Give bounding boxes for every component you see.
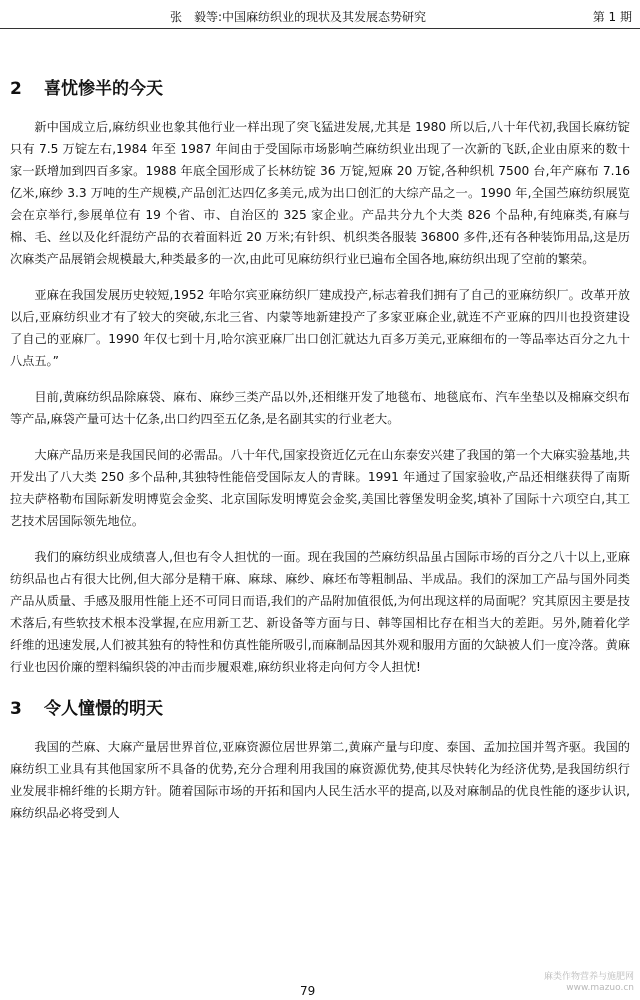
section-number: 2 xyxy=(10,79,22,99)
running-header-title: 张 毅等:中国麻纺织业的现状及其发展态势研究 xyxy=(170,10,427,24)
section-title: 令人憧憬的明天 xyxy=(44,699,163,719)
paragraph: 大麻产品历来是我国民间的必需品。八十年代,国家投资近亿元在山东泰安兴建了我国的第一个大麻实验基地,共开发出了八大类 250 多个品种,其独特性能倍受国际友人的青睐。1991 年通过了国家验收,产品还相继获得了南斯拉夫萨格勒布国际新发明博览会金奖、北京国际发明博览会金奖,美国比蓉堡发明金奖,填补了国际十六项空白,其工艺技术居国际领先地位。 xyxy=(10,448,630,528)
issue-number: 第 1 期 xyxy=(592,10,632,24)
section-number: 3 xyxy=(10,699,22,719)
page-number: 79 xyxy=(300,984,316,998)
watermark-line: www.mazuo.cn xyxy=(566,983,634,993)
paragraph: 目前,黄麻纺织品除麻袋、麻布、麻纱三类产品以外,还相继开发了地毯布、地毯底布、汽车坐垫以及棉麻交织布等产品,麻袋产量可达十亿条,出口约四至五亿条,是名副其实的行业老大。 xyxy=(10,390,630,426)
article-body xyxy=(0,58,640,838)
section-title: 喜忧惨半的今天 xyxy=(44,79,163,99)
paragraph: 我们的麻纺织业成绩喜人,但也有令人担忧的一面。现在我国的苎麻纺织品虽占国际市场的百分之八十以上,亚麻纺织品也占有很大比例,但大部分是精干麻、麻球、麻纱、麻坯布等粗制品、半成品。我们的深加工产品与国外同类产品从质量、手感及服用性能上还不可同日而语,我们的产品附加值很低,为何出现这样的局面呢？究其原因主要是技术落后,有些软技术根本没掌握,在应用新工艺、新设备等方面与日、韩等国相比存在相当大的差距。另外,随着化学纤维的迅速发展,人们被其独有的特性和仿真性能所吸引,而麻制品因其外观和服用方面的欠缺被人们一度冷落。黄麻行业也因价廉的塑料编织袋的冲击而步履艰难,麻纺织业将走向何方令人担忧! xyxy=(10,550,630,674)
section-heading-2 xyxy=(10,76,640,102)
paragraph: 亚麻在我国发展历史较短,1952 年哈尔宾亚麻纺织厂建成投产,标志着我们拥有了自己的亚麻纺织厂。改革开放以后,亚麻纺织业才有了较大的突破,东北三省、内蒙等地新建投产了多家亚麻企业,就连不产亚麻的四川也投资建设了自己的亚麻厂。1990 年仅七到十月,哈尔滨亚麻厂出口创汇就达九百多万美元,亚麻细布的一等品率达百分之九十八点五。” xyxy=(10,288,630,368)
running-header xyxy=(0,6,640,29)
watermark-line: 麻类作物营养与施肥网 xyxy=(543,972,634,982)
watermark xyxy=(544,972,634,994)
paragraph: 我国的苎麻、大麻产量居世界首位,亚麻资源位居世界第二,黄麻产量与印度、泰国、孟加拉国并驾齐驱。我国的麻纺织工业具有其他国家所不具备的优势,充分合理利用我国的麻资源优势,使其尽快转化为经济优势,是我国纺织行业发展非棉纤维的长期方针。随着国际市场的开拓和国内人民生活水平的提高,以及对麻制品的优良性能的逐步认识,麻纺织品必将受到人 xyxy=(10,740,630,820)
section-heading-3 xyxy=(10,696,640,722)
paragraph: 新中国成立后,麻纺织业也象其他行业一样出现了突飞猛进发展,尤其是 1980 所以后,八十年代初,我国长麻纺锭只有 7.5 万锭左右,1984 年至 1987 年间由于受国际市场影响苎麻纺织业出现了一次新的飞跃,企业由原来的数十家一跃增加到四百多家。1988 年底全国形成了长林纺锭 36 万锭,短麻 20 万锭,各种织机 7500 台,年产麻布 7.16 亿米,麻纱 3.3 万吨的生产规模,产品创汇达四亿多美元,成为出口创汇的大综产品之一。1990 年,全国苎麻纺织展览会在京举行,参展单位有 19 个省、市、自治区的 325 家企业。产品共分九个大类 826 个品种,有纯麻类,有麻与棉、毛、丝以及化纤混纺产品的衣着面料近 20 万米;有针织、机织类各服装 36800 多件,还有各种装饰用品,这是历次麻类产品展销会规模最大,种类最多的一次,由此可见麻纺织行业已遍布全国各地,麻纺织出现了空前的繁荣。 xyxy=(10,120,630,266)
